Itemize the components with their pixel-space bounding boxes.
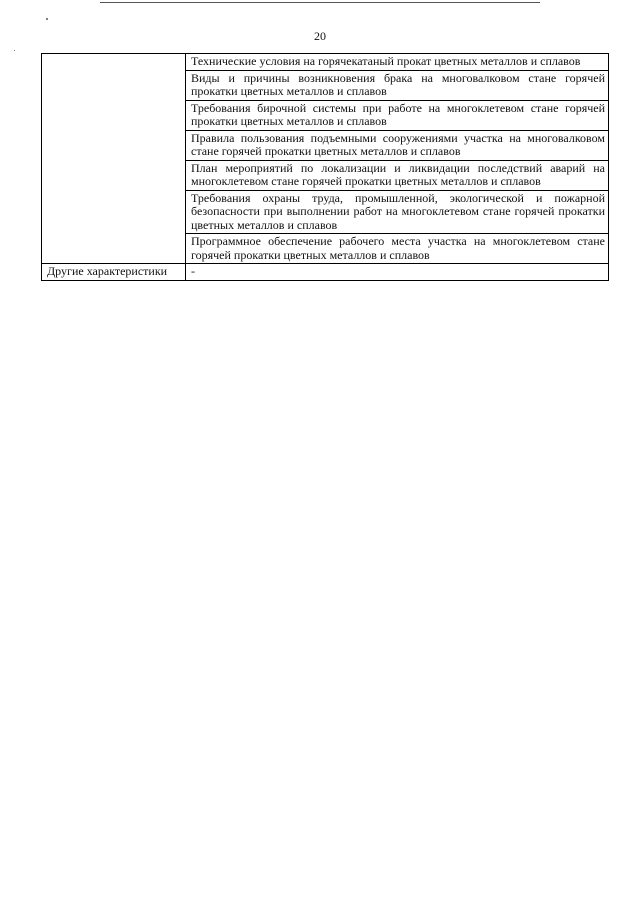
table-row	[42, 54, 609, 71]
scan-speck	[46, 18, 48, 20]
knowledge-item: Требования охраны труда, промышленной, экологической и пожарной безопасности при выполнении работ на многоклетевом стане горячей прокатки цветных металлов и сплавов	[186, 190, 609, 234]
scan-speck	[14, 50, 15, 51]
requirements-table	[41, 53, 609, 281]
knowledge-item: Технические условия на горячекатаный прокат цветных металлов и сплавов	[186, 54, 609, 71]
label-cell-empty	[42, 54, 186, 264]
knowledge-item: Требования бирочной системы при работе на многоклетевом стане горячей прокатки цветных металлов и сплавов	[186, 100, 609, 130]
top-scan-edge	[100, 2, 540, 3]
other-characteristics-value: -	[186, 264, 609, 281]
page-number: 20	[314, 29, 326, 43]
knowledge-item: План мероприятий по локализации и ликвидации последствий аварий на многоклетевом стане горячей прокатки цветных металлов и сплавов	[186, 160, 609, 190]
other-characteristics-label: Другие характеристики	[42, 264, 186, 281]
knowledge-item: Правила пользования подъемными сооружениями участка на многовалковом стане горячей прокатки цветных металлов и сплавов	[186, 130, 609, 160]
table-row-other	[42, 264, 609, 281]
knowledge-item: Программное обеспечение рабочего места участка на многоклетевом стане горячей прокатки цветных металлов и сплавов	[186, 234, 609, 264]
knowledge-item: Виды и причины возникновения брака на многовалковом стане горячей прокатки цветных металлов и сплавов	[186, 70, 609, 100]
